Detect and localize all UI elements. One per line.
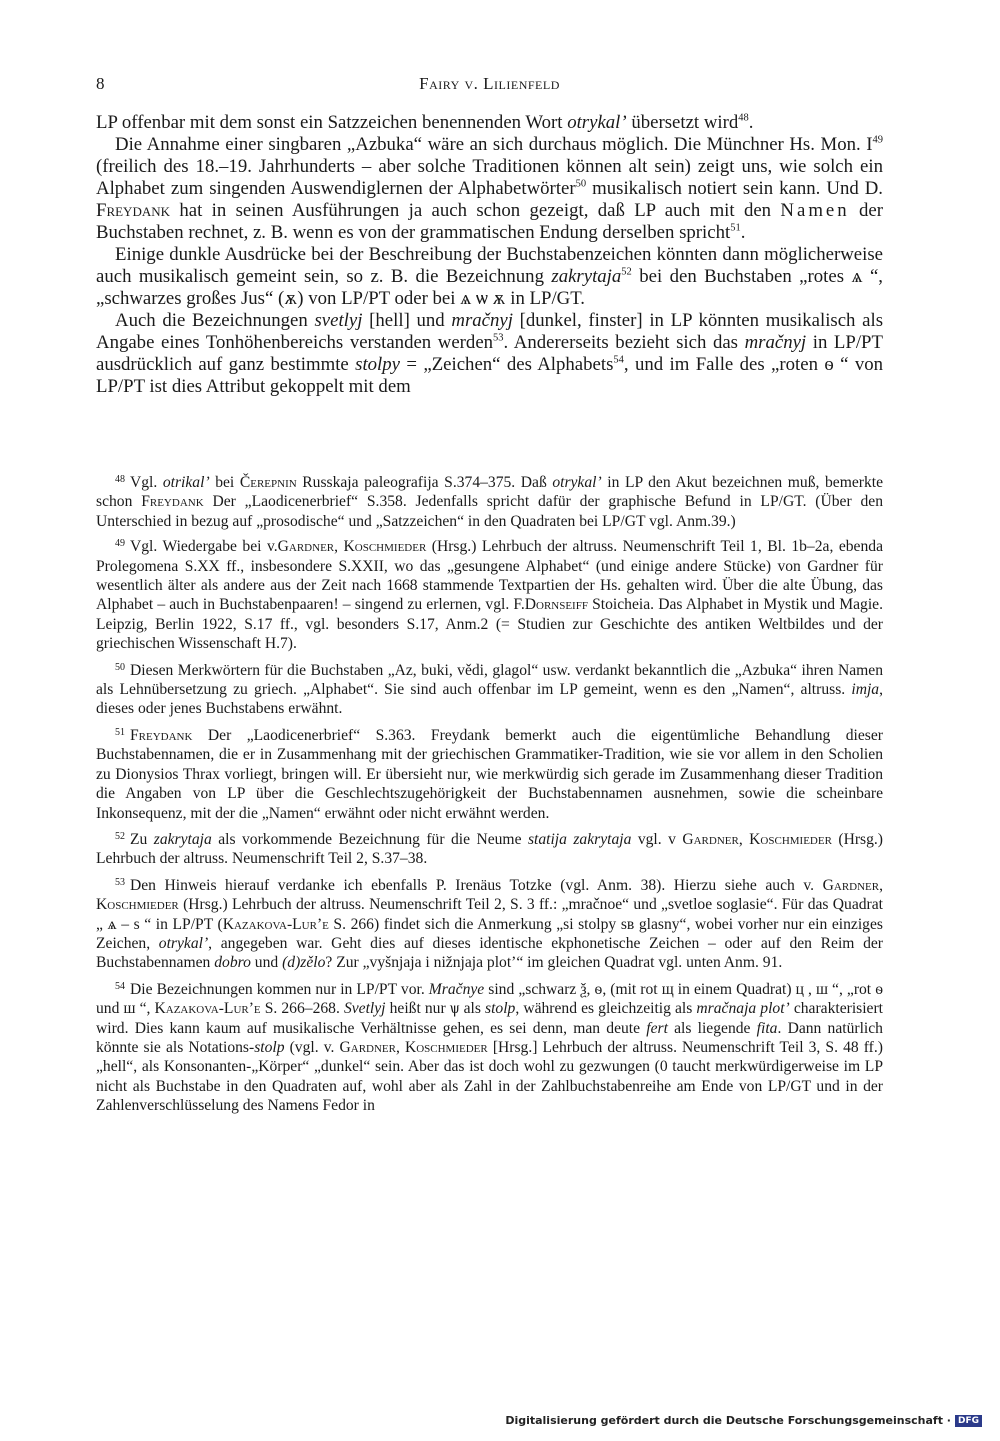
text: sind „schwarz — [484, 980, 581, 998]
term: dobro — [214, 954, 251, 972]
footnote-number: 54 — [115, 980, 125, 992]
glyph: ш — [123, 1000, 136, 1018]
text: als — [459, 1000, 486, 1018]
glyph: ѳ — [824, 354, 834, 375]
footnote-54 — [96, 977, 883, 1116]
text: Stoicheia. Das Alphabet in Mystik und Magie. Leipzig, Berlin 1922, S.17 ff., vgl. besonders S.17, Anm.2 (= Studien zur Geschichte des antiken Weltbildes und der griechischen Wissenschaft H.7). — [96, 596, 883, 653]
term: mračnyj — [744, 332, 807, 353]
term: statija zakrytaja — [527, 830, 632, 848]
author-name: Freydank — [130, 726, 193, 744]
paragraph — [96, 112, 883, 134]
text: Vgl. Wiedergabe bei v. — [130, 538, 278, 556]
term: Svetlyj — [343, 1000, 386, 1018]
text: , dieses oder jenes Buchstabens erwähnt. — [96, 681, 883, 718]
glyph: ѳ — [875, 980, 883, 998]
term: stolp — [254, 1038, 285, 1056]
text: S. 266) findet sich die Anmerkung „si stolpy — [328, 915, 621, 933]
term: otrykal’ — [567, 112, 627, 133]
text: in LP/GT. — [505, 288, 586, 309]
author-name: Gardner, Koschmieder — [96, 876, 883, 914]
text: (vgl. v. — [284, 1038, 340, 1056]
author-name: Freydank — [141, 493, 204, 511]
text: “ in LP/PT ( — [139, 915, 223, 933]
text: musikalisch notiert sein kann. Und D. — [586, 178, 883, 199]
glyph: ѧ — [851, 266, 863, 287]
glyph: ѯ, ѳ — [580, 980, 603, 998]
text: [hell] und — [362, 310, 452, 331]
text: Die Annahme einer singbaren „Azbuka“ wäre an sich durchaus möglich. Die Münchner Hs. Mon. I — [115, 134, 873, 155]
text: [Hrsg.] Lehrbuch der altruss. Neumenschrift Teil 3, S. 48 ff.) „hell“, als Konsonanten-„Körper“ „dunkel“ sein. Aber das ist doch wohl zu gezwungen (0 taucht merkwürdigerweise im LP nicht als Buchstabe in den Quadraten auf, wohl aber als Zahl in der Zahlbuchstabenreihe am Ende von LP/GT und in der Zahlenverschlüsselung des Namens Fedor in — [96, 1038, 883, 1115]
glyph: ѫ — [284, 288, 298, 309]
footnote-number: 52 — [115, 830, 125, 842]
author-name: Kazakova-Lur’e — [222, 915, 329, 933]
text: LP offenbar mit dem sonst ein Satzzeichen benennenden Wort — [96, 112, 568, 133]
text: . Dann natürlich könnte sie als Notations- — [96, 1019, 883, 1056]
text: “ von LP/PT ist dies Attribut gekoppelt mit dem — [96, 354, 884, 397]
text: [dunkel, finster] in LP könnten musikalisch als Angabe eines Tonhöhenbereichs verstanden werden — [96, 310, 884, 353]
term: otrykal’ — [158, 934, 209, 952]
paragraph — [96, 310, 883, 398]
text: “, „rot — [827, 980, 876, 998]
footnote-number: 48 — [115, 474, 125, 485]
text: (Hrsg.) Lehrbuch der altruss. Neumenschrift Teil 2, S. 3 ff.: „mračnoe“ und „svetloe soglasie“. Für das Quadrat „ — [96, 896, 883, 933]
term: fert — [646, 1019, 668, 1037]
author-name: Freydank — [96, 200, 170, 221]
footnote-ref: 50 — [575, 178, 587, 190]
glyph: ѱ — [449, 1000, 460, 1018]
text: “, „schwarzes großes Jus“ ( — [96, 266, 883, 309]
text: in LP/PT ausdrücklich auf ganz bestimmte — [96, 332, 883, 375]
term: (d)zělo — [282, 954, 326, 972]
term: fita — [756, 1019, 778, 1037]
term: stolpy — [355, 354, 401, 375]
text: = „Zeichen“ des Alphabets — [400, 354, 614, 375]
text: Der „Laodicenerbrief“ S.363. Freydank bemerkt auch die eigentümliche Behandlung dieser Buchstabennamen, die er in Zusammenhang mit der griechischen Grammatiker-Tradition, wie sie vor allem in den Scholien zu Dionysios Thrax vorliegt, bringen will. Er übersieht nur, wie merkwürdig sich gerade im Zusammenhang dieser Tradition die Angaben von LP über die Geschlechtszugehörigkeit der Buchstabennamen ausnehmen, sowie die scheinbare Inkonsequenz, mit der die „Namen“ erwähnt oder nicht erwähnt werden. — [96, 726, 883, 822]
glyph: ѧ – ѕ — [107, 915, 140, 933]
text: charakterisiert wird. Dies kann kaum auf musikalische Verhältnisse gehen, es sei denn, man deute — [96, 1000, 883, 1037]
term: imja — [851, 681, 880, 699]
text: heißt nur — [385, 1000, 450, 1018]
text: bei — [209, 474, 240, 491]
footnote-49 — [96, 534, 883, 653]
footnote-ref: 49 — [872, 134, 883, 146]
running-head: Fairy v. Lilienfeld — [419, 74, 560, 93]
glyph: sв — [620, 915, 635, 933]
term: zakrytaja — [153, 830, 212, 848]
author-name: Dornseiff — [524, 596, 588, 614]
page-header — [96, 74, 883, 98]
text: in LP den Akut bezeichnen muß, bemerkte schon — [96, 474, 883, 511]
term: otrikal’ — [162, 474, 210, 491]
text: und — [96, 1000, 124, 1018]
main-text — [96, 112, 883, 398]
term: zakrytaja — [551, 266, 622, 287]
text: der Buchstaben rechnet, z. B. wenn es von der grammatischen Endung derselben spricht — [96, 200, 883, 243]
author-name: Čerepnin — [239, 474, 297, 491]
text: hat in seinen Ausführungen ja auch schon gezeigt, daß LP auch mit den — [170, 200, 781, 221]
footnote-ref: 48 — [738, 112, 749, 124]
footnote-48 — [96, 470, 883, 531]
author-name: Kazakova-Lur’e — [154, 1000, 261, 1018]
footnote-number: 49 — [115, 538, 125, 550]
text: Zu — [130, 830, 154, 848]
text: übersetzt wird — [626, 112, 739, 133]
footnote-ref: 53 — [493, 332, 504, 344]
text: , während es gleichzeitig als — [515, 1000, 697, 1018]
text: S. 266–268. — [260, 1000, 344, 1018]
author-name: Gardner, Koschmieder — [682, 830, 832, 848]
text: (Hrsg.) Lehrbuch der altruss. Neumenschrift Teil 2, S.37–38. — [96, 830, 883, 868]
text: als vorkommende Bezeichnung für die Neume — [211, 830, 528, 848]
digitization-credit — [505, 1414, 982, 1427]
text: als liegende — [667, 1019, 757, 1037]
term: otrykal’ — [552, 474, 602, 491]
text: Der „Laodicenerbrief“ S.358. Jedenfalls spricht dafür der graphische Befund in LP/GT. (Über den Unterschied in bezug auf „prosodische“ und „Satzzeichen“ in den Quadraten bei LP/GT vgl. Anm.39.) — [96, 493, 883, 530]
footnote-51 — [96, 723, 883, 823]
text: , und im Falle des „roten — [623, 354, 825, 375]
text: ? Zur „vyšnjaja i nižnjaja plot’“ im gleichen Quadrat vgl. unten Anm. 91. — [325, 954, 783, 972]
text: ) von LP/PT oder bei — [297, 288, 461, 309]
text: (freilich des 18.–19. Jahrhunderts – aber solche Traditionen können alt sein) zeigt uns, wie solch ein Alphabet zum singenden Auswendiglernen der Alphabetwörter — [96, 156, 883, 199]
spaced-term: Namen — [780, 200, 850, 221]
footnote-50 — [96, 658, 883, 719]
text: (Hrsg.) Lehrbuch der altruss. Neumenschrift Teil 1, Bl. 1b–2a, ebenda Prolegomena S.XX ff., insbesondere S.XXII, wo das „gesungene Alphabet“ (und einige andere Stücke) von Gardner für wesentlich älter als andere aus der Zeit nach 1668 stammende Textpartien der Hs. gehalten wird. Über die alte Übung, das Alphabet – auch in Buchstabenpaaren! – singend zu erlernen, vgl. F. — [96, 538, 883, 614]
term: svetlyj — [314, 310, 363, 331]
text: Auch die Bezeichnungen — [115, 310, 315, 331]
text: Die Bezeichnungen kommen nur in LP/PT vor. — [130, 980, 429, 998]
page-number: 8 — [96, 74, 105, 93]
text: . — [748, 112, 754, 133]
text: “, — [135, 1000, 155, 1018]
paragraph — [96, 244, 883, 310]
footnote-ref: 54 — [613, 354, 624, 366]
dfg-logo-icon: DFG — [955, 1415, 982, 1427]
footnote-number: 51 — [115, 726, 125, 738]
text: Vgl. — [130, 474, 163, 491]
glyph: щ — [661, 980, 674, 998]
text: Den Hinweis hierauf verdanke ich ebenfalls P. Irenäus Totzke (vgl. Anm. 38). Hierzu siehe auch v. — [130, 876, 823, 894]
glyph: ц , ш — [795, 980, 828, 998]
term: mračnaja plot’ — [696, 1000, 790, 1018]
text: , (mit rot — [602, 980, 662, 998]
text: bei den Buchstaben „rotes — [631, 266, 852, 287]
author-name: Gardner, Koschmieder — [339, 1038, 488, 1056]
text: , angegeben war. Geht dies auf dieses identische ekphonetische Zeichen – oder auf den Reim der Buchstabennamen — [96, 934, 884, 972]
footnote-52 — [96, 827, 883, 869]
footnote-number: 53 — [115, 876, 125, 888]
text: Russkaja paleografija S.374–375. Daß — [296, 474, 553, 491]
footnotes — [96, 470, 883, 1120]
footnote-53 — [96, 873, 883, 973]
footnote-ref: 52 — [621, 266, 632, 278]
text: . Andererseits bezieht sich das — [503, 332, 745, 353]
term: Mračnye — [428, 980, 485, 998]
footnote-ref: 51 — [730, 222, 741, 234]
text: Diesen Merkwörtern für die Buchstaben „Az, buki, vědi, glagol“ usw. verdankt bekanntlich die „Azbuka“ ihren Namen als Lehnübersetzung zu griech. „Alphabet“. Sie sind auch offenbar im LP gemeint, wenn es den „Namen“, altruss. — [96, 661, 883, 699]
paragraph — [96, 134, 883, 244]
text: und — [250, 954, 283, 972]
text: Einige dunkle Ausdrücke bei der Beschreibung der Buchstabenzeichen könnten dann möglicherweise auch musikalisch gemeint sein, so z. B. die Bezeichnung — [96, 244, 883, 287]
text: . — [740, 222, 746, 243]
author-name: Gardner, Koschmieder — [277, 538, 427, 556]
text: vgl. v — [631, 830, 683, 848]
text: in einem Quadrat) — [673, 980, 796, 998]
credit-text: Digitalisierung gefördert durch die Deutsche Forschungsgemeinschaft · — [505, 1414, 951, 1427]
glyph: ѧ ѡ ѫ — [460, 288, 506, 309]
term: mračnyj — [451, 310, 513, 331]
text: glasny“, wobei vorher nur ein einziges Zeichen, — [96, 915, 883, 952]
footnote-number: 50 — [115, 661, 125, 673]
term: stolp — [485, 1000, 516, 1018]
